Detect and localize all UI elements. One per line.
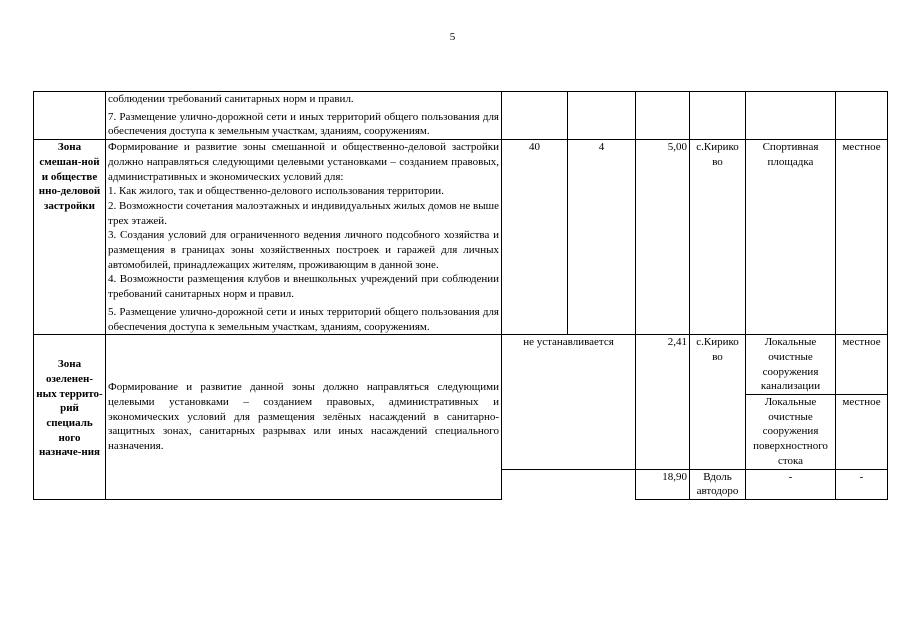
object-cell: Локальные очистные сооружения канализации [746,335,836,395]
value-cell: 4 [568,140,636,335]
area-cell: 2,41 [636,335,690,469]
zone-name [34,92,106,140]
description-line: 7. Размещение улично-дорожной сети и иных территорий общего пользования для обеспечения доступа к земельным участкам, зданиям, сооружениям. [108,110,499,138]
significance-cell: - [836,469,888,499]
area-cell: 18,90 [636,469,690,499]
significance-cell: местное [836,140,888,335]
description-line: 1. Как жилого, так и общественно-делового использования территории. [108,185,444,198]
object-cell: Локальные очистные сооружения поверхностного стока [746,395,836,470]
zones-table [33,91,888,500]
not-set-cell: не устанавливается [502,335,636,469]
significance-cell: местное [836,395,888,470]
value-cell: 40 [502,140,568,335]
description-line: Формирование и развитие зоны смешанной и общественно-деловой застройки должно направляться следующими целевыми установками – созданием правовых, административных и экономических условий для: [108,141,499,183]
object-cell: - [746,469,836,499]
description-line: 3. Создания условий для ограниченного ведения личного подсобного хозяйства и размещения в границах зоны хозяйственных построек и гаражей для личных автомобилей, принадлежащих жителям, проживающим в данной зоне. [108,229,499,271]
table-row [34,92,888,140]
zone-description [106,140,502,335]
table-row [34,140,888,335]
zone-name: Зона озеленен-ных террито-рий специаль ного назначе-ния [34,335,106,500]
zone-description [106,92,502,140]
page-number: 5 [449,31,456,43]
table-row [34,335,888,395]
description-line: Формирование и развитие данной зоны должно направляться следующими целевыми установками – созданием правовых, административных и экономических условий для размещения зелёных насаждений в санитарно-защитных зонах, санитарных разрывах или иных насаждений специального назначения. [108,381,499,453]
object-cell: Спортивная площадка [746,140,836,335]
description-line: 2. Возможности сочетания малоэтажных и индивидуальных жилых домов не выше трех этажей. [108,199,499,227]
location-cell: с.Кирико во [690,335,746,469]
location-cell: Вдоль автодоро [690,469,746,499]
description-line: 5. Размещение улично-дорожной сети и иных территорий общего пользования для обеспечения доступа к земельным участкам, зданиям, сооружениям. [108,305,499,333]
zone-description [106,335,502,500]
location-cell: с.Кирико во [690,140,746,335]
area-cell: 5,00 [636,140,690,335]
zone-name: Зона смешан-ной и обществе нно-деловой застройки [34,140,106,335]
description-line: соблюдении требований санитарных норм и правил. [108,93,354,105]
significance-cell: местное [836,335,888,395]
description-line: 4. Возможности размещения клубов и внешкольных учреждений при соблюдении требований санитарных норм и правил. [108,273,499,301]
